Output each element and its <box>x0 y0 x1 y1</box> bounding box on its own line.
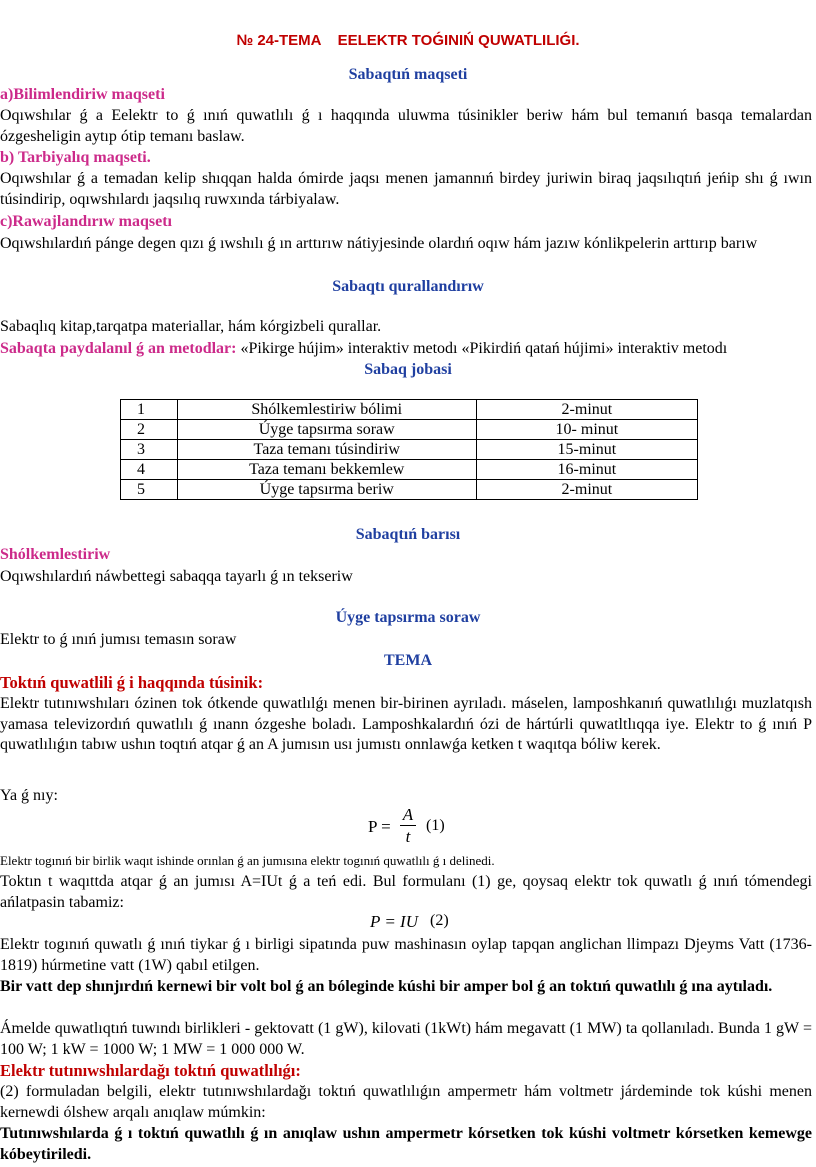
step-duration: 10- minut <box>476 420 697 440</box>
measurement-text: (2) formuladan belgili, elektr tutınıwshılardağı toktıń quwatlılıǵın ampermetr hám voltmetr járdeminde tok kúshi menen kernewdi ólshew arqalı anıqlaw múmkin: <box>0 1083 812 1121</box>
derived-units-text: Ámelde quwatlıqtıń tuwındı birlikleri - gektovatt (1 gW), kilovati (1kWt) hám megavatt (1 MW) ta qollanıladı. Bunda 1 gW = 100 W; 1 kW = 1000 W; 1 MW = 1 000 000 W. <box>0 1020 812 1058</box>
step-number: 5 <box>121 480 178 500</box>
formula-2-number: (2) <box>430 912 449 929</box>
formula-1-lhs: P = <box>368 817 391 836</box>
formula-1-fraction <box>400 805 416 848</box>
table-row <box>121 400 698 420</box>
methods-text: «Pikirge hújim» interaktiv metodı «Pikirdiń qatań hújimi» interaktiv metodı <box>236 340 728 357</box>
homework-check-heading: Úyge tapsırma soraw <box>335 609 481 626</box>
organization-heading: Shólkemlestiriw <box>0 546 111 563</box>
lesson-title: № 24-TEMA EELEKTR TOǴINIŃ QUWATLILIǴI. <box>236 32 580 49</box>
consumer-power-heading: Elektr tutınıwshılardağı toktıń quwatlılıǵı: <box>0 1061 301 1080</box>
power-definition: Elektr togınıń bir birlik waqıt ishinde orınlan ǵ an jumısına elektr togınıń quwatlılı ǵ ı delinedi. <box>0 853 495 868</box>
step-duration: 15-minut <box>476 440 697 460</box>
upbringing-goal-heading: b) Tarbiyalıq maqseti. <box>0 149 151 166</box>
power-concept-heading: Toktıń quwatlili ǵ i haqqında túsinik: <box>0 673 264 692</box>
formula-1-number: (1) <box>426 817 445 834</box>
upbringing-goal-text: Oqıwshılar ǵ a temadan kelip shıqqan halda ómirde jaqsı menen jamannıń birdey juriwin biraq jaqsılıqtıń jeńip shı ǵ ıwın túsindirip, oqıwshılardı jaqsılıq ruwxında tárbiyalaw. <box>0 170 812 208</box>
development-goal-text: Oqıwshılardıń pánge degen qızı ǵ ıwshılı ǵ ın arttırıw nátiyjesinde olardıń oqıw hám jazıw kónlikpelerin arttırıp barıw <box>0 235 758 252</box>
methods-line <box>0 339 812 360</box>
development-goal-heading: c)Rawajlandırıw maqsetı <box>0 213 172 230</box>
lesson-plan-table <box>120 399 698 500</box>
organization-text: Oqıwshılardıń náwbettegi sabaqqa tayarlı ǵ ın tekseriw <box>0 568 353 585</box>
table-row <box>121 480 698 500</box>
education-goal-heading: a)Bilimlendiriw maqseti <box>0 86 165 103</box>
education-goal-text: Oqıwshılar ǵ a Eelektr to ǵ ınıń quwatlılı ǵ ı haqqında uluwma túsinikler beriw hám bul temanıń basqa temalardan ózgesheligin aytıp ótip temanı baslaw. <box>0 107 812 145</box>
step-activity: Úyge tapsırma soraw <box>177 420 476 440</box>
that-is-text: Ya ǵ nıy: <box>0 787 58 804</box>
table-row <box>121 440 698 460</box>
homework-check-text: Elektr to ǵ ınıń jumısı temasın soraw <box>0 631 237 648</box>
formula-2: P = IU <box>370 912 418 931</box>
step-activity: Úyge tapsırma beriw <box>177 480 476 500</box>
step-number: 4 <box>121 460 178 480</box>
formula-1-numerator: A <box>402 805 414 824</box>
step-activity: Taza temanı bekkemlew <box>177 460 476 480</box>
table-row <box>121 460 698 480</box>
measurement-conclusion: Tutınıwshılarda ǵ ı toktıń quwatlılı ǵ ın anıqlaw ushın ampermetr kórsetken tok kúshi voltmetr kórsetken kemewge kóbeytiriledi. <box>0 1125 812 1163</box>
lesson-plan-heading: Sabaq jobasi <box>364 361 452 378</box>
goal-heading: Sabaqtıń maqseti <box>348 66 468 83</box>
work-formula-text: Toktın t waqıttda atqar ǵ an jumısı A=IUt ǵ a teń edi. Bul formulanı (1) ge, qoysaq elektr tok quwatlı ǵ ınıń tómendegi ańlatpasin tabamiz: <box>0 873 812 911</box>
step-duration: 2-minut <box>476 400 697 420</box>
step-number: 1 <box>121 400 178 420</box>
power-explanation: Elektr tutınıwshıları ózinen tok ótkende quwatlılǵı menen bir-birinen ayrıladı. máselen, lamposhkanıń quwatlılıǵı muzlatqısh yamasa televizordıń quwatlılı ǵ ınann ózgeshe boladı. Lamposhkalardıń ózi de hártúrli quwatltlıqqa iye. Elektr to ǵ ınıń P quwatlılıǵın tabıw ushın toqtıń atqar ǵ an A jumısın usı jumıstı onnlawǵa ketken t waqıtqa bóliw kerek. <box>0 695 812 753</box>
watt-definition: Bir vatt dep shınjırdıń kernewi bir volt bol ǵ an bóleginde kúshi bir amper bol ǵ an toktıń quwatlılı ǵ ına aytıladı. <box>0 978 773 995</box>
step-duration: 2-minut <box>476 480 697 500</box>
watt-unit-text: Elektr togınıń quwatlı ǵ ınıń tiykar ǵ ı birligi sipatında puw mashinasın oylap tapqan anglichan llimpazı Djeyms Vatt (1736-1819) húrmetine vatt (1W) qabıl etilgen. <box>0 936 812 974</box>
step-duration: 16-minut <box>476 460 697 480</box>
step-number: 2 <box>121 420 178 440</box>
step-activity: Shólkemlestiriw bólimi <box>177 400 476 420</box>
equipment-heading: Sabaqtı qurallandırıw <box>332 278 484 295</box>
equipment-text: Sabaqlıq kitap,tarqatpa materiallar, hám kórgizbeli qurallar. <box>0 318 382 335</box>
lesson-course-heading: Sabaqtıń barısı <box>355 526 461 543</box>
table-row <box>121 420 698 440</box>
methods-label: Sabaqta paydalanıl ǵ an metodlar: <box>0 340 237 357</box>
step-number: 3 <box>121 440 178 460</box>
topic-heading: TEMA <box>384 652 432 669</box>
step-activity: Taza temanı túsindiriw <box>177 440 476 460</box>
formula-1-denominator: t <box>405 827 411 846</box>
